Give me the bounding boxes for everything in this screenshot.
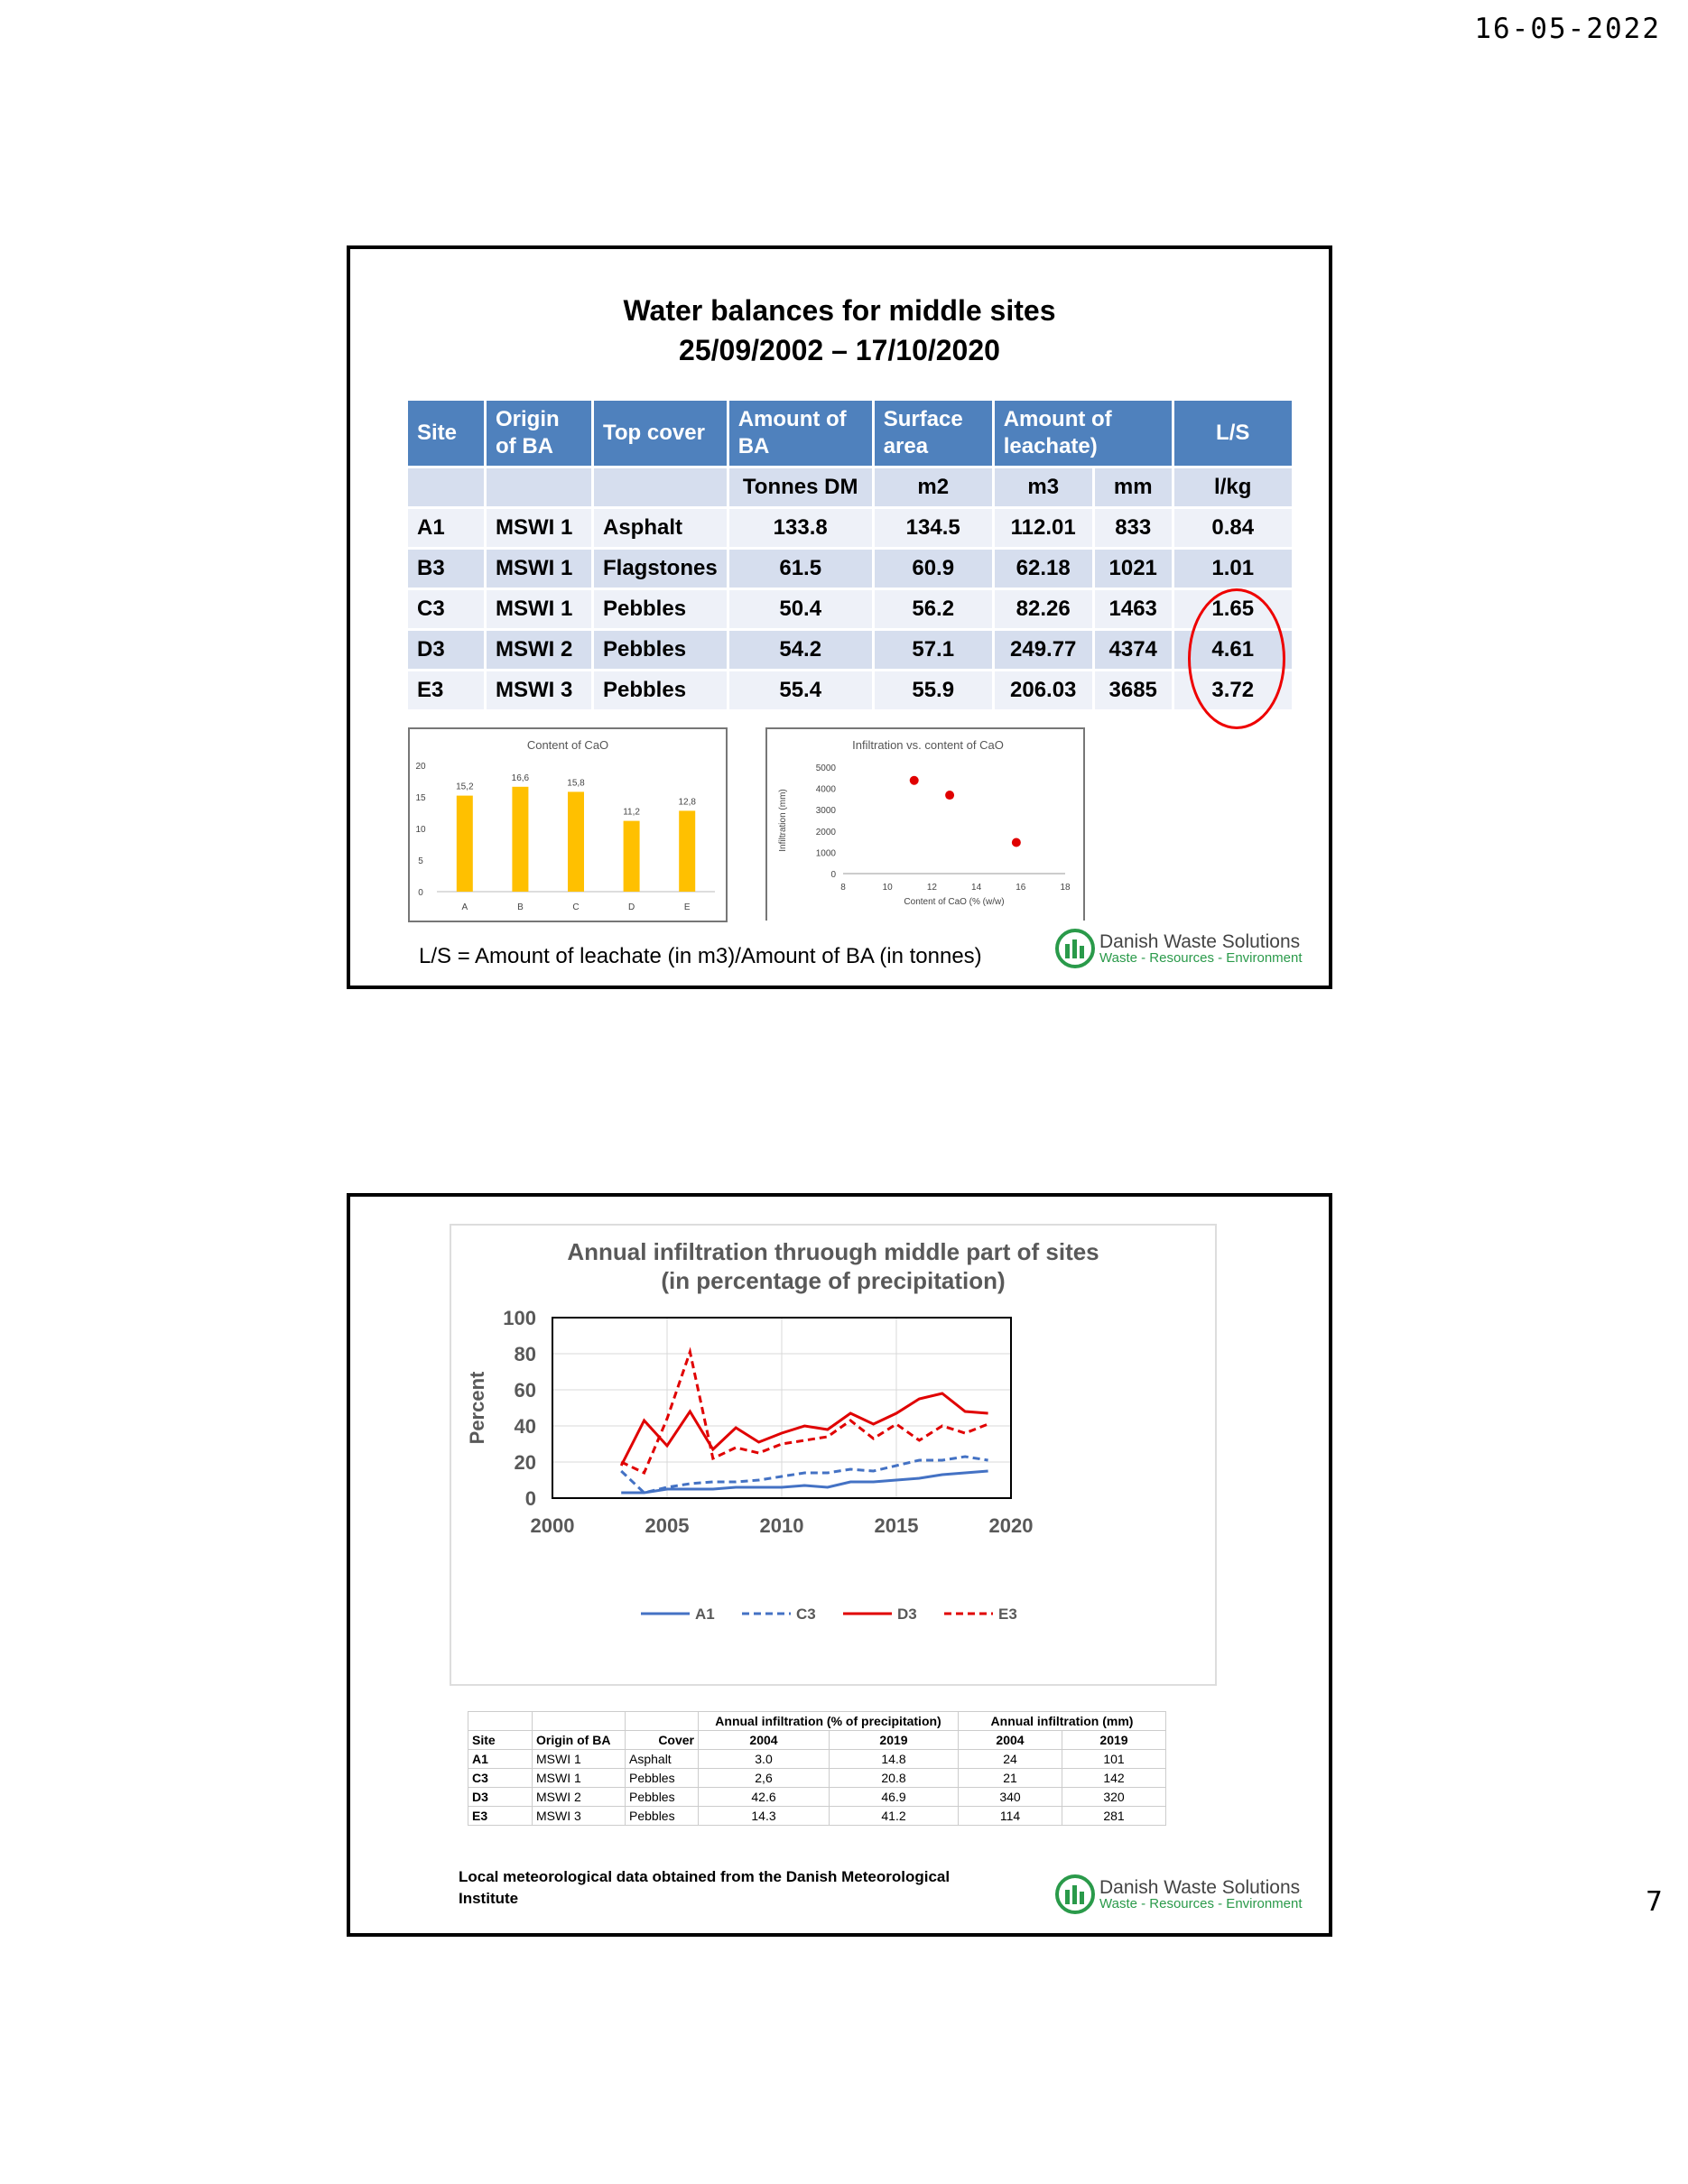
- cell-area: 55.9: [873, 671, 993, 711]
- cell-site: E3: [468, 1807, 533, 1826]
- cell-value: 320: [1062, 1788, 1166, 1807]
- infiltration-table: [468, 1711, 1166, 1826]
- x-tick-label: 2005: [645, 1514, 690, 1537]
- cell-cover: Pebbles: [626, 1807, 699, 1826]
- table-row: [468, 1807, 1166, 1826]
- header-cell: 2004: [699, 1731, 830, 1750]
- header-cell: Origin of BA: [486, 401, 593, 467]
- cell-value: 114: [959, 1807, 1062, 1826]
- logo-icon: [1054, 928, 1096, 969]
- cell-ls: 1.65: [1173, 589, 1293, 630]
- y-tick-label: 1000: [815, 848, 836, 859]
- y-tick-label: 5000: [815, 763, 836, 773]
- scatter-point: [1012, 838, 1021, 847]
- table-row: [408, 630, 1293, 671]
- cao-bar-chart: [408, 727, 728, 922]
- x-tick-label: 18: [1060, 883, 1071, 893]
- cell-cover: Flagstones: [593, 549, 728, 589]
- cell-site: D3: [408, 630, 486, 671]
- cell-mm: 833: [1093, 508, 1173, 549]
- y-tick-label: 15: [415, 793, 426, 803]
- header-cell: Top cover: [593, 401, 728, 467]
- header-cell: Cover: [626, 1731, 699, 1750]
- cell-mm: 1021: [1093, 549, 1173, 589]
- y-tick-label: 80: [514, 1343, 536, 1365]
- header-cell: 2004: [959, 1731, 1062, 1750]
- cell-ls: 3.72: [1173, 671, 1293, 711]
- header-cell: Origin of BA: [533, 1731, 626, 1750]
- x-tick-label: 2020: [988, 1514, 1034, 1537]
- data-label: 12,8: [678, 797, 696, 808]
- meteorological-footnote: [459, 1866, 950, 1910]
- cell-m3: 249.77: [993, 630, 1093, 671]
- annual-infiltration-svg: [451, 1226, 1215, 1684]
- unit-cell: Tonnes DM: [728, 467, 873, 508]
- chart-subtitle: (in percentage of precipitation): [661, 1267, 1006, 1294]
- cell-area: 57.1: [873, 630, 993, 671]
- infiltration-scatter-chart: [765, 727, 1085, 921]
- table-row: [468, 1788, 1166, 1807]
- logo-name: Danish Waste Solutions: [1099, 1876, 1301, 1898]
- legend-label: D3: [897, 1606, 917, 1623]
- cell-origin: MSWI 1: [533, 1750, 626, 1769]
- x-tick-label: 10: [882, 883, 893, 893]
- group-header: Annual infiltration (mm): [959, 1712, 1166, 1731]
- logo-tagline: Waste - Resources - Environment: [1099, 949, 1303, 966]
- x-tick-label: B: [517, 902, 524, 912]
- header-cell: Amount of BA: [728, 401, 873, 467]
- annual-infiltration-chart: [450, 1224, 1217, 1686]
- y-tick-label: 10: [415, 825, 426, 835]
- cell-cover: Asphalt: [593, 508, 728, 549]
- cell-origin: MSWI 3: [533, 1807, 626, 1826]
- x-tick-label: 12: [926, 883, 937, 893]
- table-units-row: [408, 467, 1293, 508]
- logo-name: Danish Waste Solutions: [1099, 930, 1301, 952]
- header-cell: Amount of leachate): [993, 401, 1173, 467]
- data-label: 11,2: [623, 807, 640, 818]
- table-group-row: [468, 1712, 1166, 1731]
- y-tick-label: 20: [415, 762, 426, 772]
- series-line-a1: [621, 1471, 988, 1493]
- chart-title: Infiltration vs. content of CaO: [852, 738, 1004, 752]
- unit-cell: [486, 467, 593, 508]
- y-tick-label: 0: [418, 888, 423, 898]
- header-cell: Site: [408, 401, 486, 467]
- cell-value: 3.0: [699, 1750, 830, 1769]
- cell-area: 56.2: [873, 589, 993, 630]
- cell-value: 46.9: [830, 1788, 959, 1807]
- x-tick-label: E: [683, 902, 691, 912]
- unit-cell: m3: [993, 467, 1093, 508]
- cell-value: 20.8: [830, 1769, 959, 1788]
- cell-m3: 112.01: [993, 508, 1093, 549]
- x-tick-label: A: [461, 902, 468, 912]
- cell-mm: 4374: [1093, 630, 1173, 671]
- table-header-row: [408, 401, 1293, 467]
- scatter-point: [910, 776, 919, 785]
- header-cell: 2019: [1062, 1731, 1166, 1750]
- ls-footnote: L/S = Amount of leachate (in m3)/Amount of BA (in tonnes): [419, 944, 982, 968]
- unit-cell: [408, 467, 486, 508]
- cell-cover: Asphalt: [626, 1750, 699, 1769]
- logo-tagline: Waste - Resources - Environment: [1099, 1895, 1303, 1911]
- cell-value: 14.8: [830, 1750, 959, 1769]
- x-tick-label: C: [572, 902, 580, 912]
- cell-mm: 3685: [1093, 671, 1173, 711]
- cell-amount: 133.8: [728, 508, 873, 549]
- cell-origin: MSWI 1: [486, 549, 593, 589]
- cell-amount: 55.4: [728, 671, 873, 711]
- legend-label: C3: [796, 1606, 816, 1623]
- cell-m3: 62.18: [993, 549, 1093, 589]
- unit-cell: l/kg: [1173, 467, 1293, 508]
- x-tick-label: 2015: [874, 1514, 919, 1537]
- cell-value: 340: [959, 1788, 1062, 1807]
- y-tick-label: 5: [418, 856, 423, 866]
- page-number: 7: [1645, 1886, 1663, 1918]
- data-label: 16,6: [511, 773, 530, 783]
- unit-cell: mm: [1093, 467, 1173, 508]
- cell-ls: 0.84: [1173, 508, 1293, 549]
- cell-site: E3: [408, 671, 486, 711]
- cell-cover: Pebbles: [593, 630, 728, 671]
- table-row: [408, 589, 1293, 630]
- cell-amount: 54.2: [728, 630, 873, 671]
- bar: [568, 791, 584, 892]
- scatter-point: [945, 791, 954, 800]
- company-logo: [1054, 928, 1303, 969]
- cell-origin: MSWI 3: [486, 671, 593, 711]
- x-tick-label: 8: [840, 883, 846, 893]
- header-cell: Surface area: [873, 401, 993, 467]
- group-header: Annual infiltration (% of precipitation): [699, 1712, 959, 1731]
- cell-site: B3: [408, 549, 486, 589]
- cell-origin: MSWI 2: [486, 630, 593, 671]
- slide-title: [350, 291, 1329, 370]
- company-logo: [1054, 1874, 1303, 1915]
- infiltration-scatter-svg: [767, 729, 1083, 921]
- cell-origin: MSWI 2: [533, 1788, 626, 1807]
- cell-site: D3: [468, 1788, 533, 1807]
- y-tick-label: 4000: [815, 784, 836, 795]
- table-header-row: [468, 1731, 1166, 1750]
- water-balance-table: [408, 401, 1294, 712]
- y-tick-label: 60: [514, 1379, 536, 1402]
- table-row: [468, 1750, 1166, 1769]
- y-tick-label: 40: [514, 1415, 536, 1438]
- x-tick-label: D: [627, 902, 635, 912]
- bar: [679, 810, 695, 892]
- cell-m3: 206.03: [993, 671, 1093, 711]
- unit-cell: [593, 467, 728, 508]
- cell-cover: Pebbles: [593, 589, 728, 630]
- cell-site: C3: [408, 589, 486, 630]
- blank-cell: [468, 1712, 533, 1731]
- blank-cell: [533, 1712, 626, 1731]
- cell-value: 42.6: [699, 1788, 830, 1807]
- chart-title: Content of CaO: [526, 738, 609, 752]
- cell-m3: 82.26: [993, 589, 1093, 630]
- data-label: 15,8: [567, 778, 585, 789]
- slide-title-line1: Water balances for middle sites: [623, 294, 1056, 327]
- x-tick-label: 16: [1016, 883, 1026, 893]
- table-row: [408, 671, 1293, 711]
- cell-value: 21: [959, 1769, 1062, 1788]
- y-tick-label: 100: [503, 1307, 536, 1329]
- cell-ls: 4.61: [1173, 630, 1293, 671]
- chart-title: Annual infiltration thruough middle part of sites: [567, 1238, 1099, 1265]
- data-label: 15,2: [456, 782, 474, 792]
- legend-label: A1: [695, 1606, 715, 1623]
- cell-site: C3: [468, 1769, 533, 1788]
- unit-cell: m2: [873, 467, 993, 508]
- header-cell: Site: [468, 1731, 533, 1750]
- bar: [512, 787, 528, 892]
- cell-origin: MSWI 1: [533, 1769, 626, 1788]
- cell-origin: MSWI 1: [486, 589, 593, 630]
- cell-value: 2,6: [699, 1769, 830, 1788]
- slide-annual-infiltration: [347, 1193, 1332, 1937]
- x-tick-label: 2010: [759, 1514, 804, 1537]
- footnote-line1: Local meteorological data obtained from the Danish Meteorological: [459, 1868, 951, 1885]
- cell-site: A1: [408, 508, 486, 549]
- cell-cover: Pebbles: [626, 1788, 699, 1807]
- cell-site: A1: [468, 1750, 533, 1769]
- table-row: [468, 1769, 1166, 1788]
- cell-area: 134.5: [873, 508, 993, 549]
- table-row: [408, 549, 1293, 589]
- cell-cover: Pebbles: [593, 671, 728, 711]
- cell-value: 142: [1062, 1769, 1166, 1788]
- print-date: 16-05-2022: [1474, 13, 1661, 45]
- highlight-circle: [1188, 588, 1285, 729]
- table-row: [408, 508, 1293, 549]
- y-axis-label: Infiltration (mm): [778, 789, 788, 852]
- cell-cover: Pebbles: [626, 1769, 699, 1788]
- x-tick-label: 14: [971, 883, 982, 893]
- cell-value: 14.3: [699, 1807, 830, 1826]
- cell-origin: MSWI 1: [486, 508, 593, 549]
- y-tick-label: 0: [830, 870, 836, 880]
- cell-ls: 1.01: [1173, 549, 1293, 589]
- y-tick-label: 3000: [815, 806, 836, 817]
- header-cell: 2019: [830, 1731, 959, 1750]
- cell-mm: 1463: [1093, 589, 1173, 630]
- slide-title-line2: 25/09/2002 – 17/10/2020: [679, 334, 1000, 366]
- header-cell: L/S: [1173, 401, 1293, 467]
- cell-area: 60.9: [873, 549, 993, 589]
- y-tick-label: 20: [514, 1451, 536, 1474]
- x-tick-label: 2000: [530, 1514, 575, 1537]
- y-tick-label: 0: [524, 1487, 536, 1510]
- cell-value: 101: [1062, 1750, 1166, 1769]
- y-axis-label: Percent: [466, 1371, 488, 1445]
- cell-value: 24: [959, 1750, 1062, 1769]
- cell-value: 41.2: [830, 1807, 959, 1826]
- x-axis-label: Content of CaO (% (w/w): [904, 897, 1005, 907]
- logo-icon: [1054, 1874, 1096, 1915]
- bar: [624, 821, 640, 892]
- series-line-e3: [621, 1352, 988, 1473]
- blank-cell: [626, 1712, 699, 1731]
- cao-bar-svg: [410, 729, 726, 921]
- slide-water-balances: [347, 245, 1332, 989]
- bar: [457, 796, 473, 892]
- cell-amount: 61.5: [728, 549, 873, 589]
- cell-amount: 50.4: [728, 589, 873, 630]
- legend-label: E3: [998, 1606, 1017, 1623]
- series-line-d3: [621, 1393, 988, 1466]
- y-tick-label: 2000: [815, 827, 836, 838]
- cell-value: 281: [1062, 1807, 1166, 1826]
- footnote-line2: Institute: [459, 1890, 519, 1907]
